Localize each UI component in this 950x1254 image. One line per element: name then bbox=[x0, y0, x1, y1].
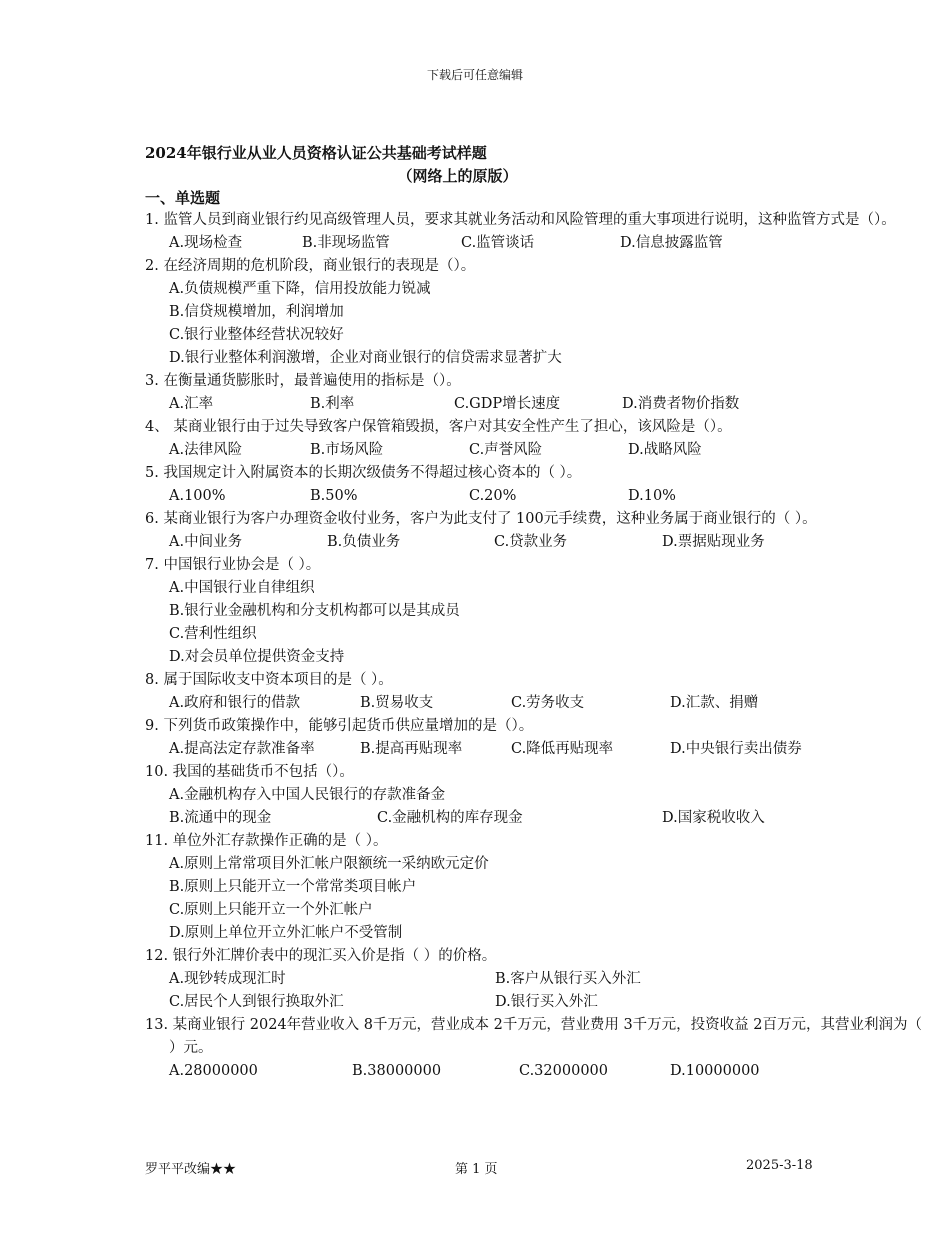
option: A.现场检查 bbox=[169, 235, 243, 251]
question-text: 5. 我国规定计入附属资本的长期次级债务不得超过核心资本的（ ）。 bbox=[145, 465, 582, 481]
option: B.38000000 bbox=[352, 1063, 442, 1079]
option: B.50% bbox=[310, 488, 358, 504]
question-text: 13. 某商业银行 2024年营业收入 8千万元，营业成本 2千万元，营业费用 3千万元，投资收益 2百万元，其营业利润为（ ）元。 bbox=[145, 1017, 923, 1056]
question-item bbox=[145, 462, 925, 508]
option: B.原则上只能开立一个常常类项目帐户 bbox=[169, 879, 417, 895]
option: B.提高再贴现率 bbox=[360, 741, 463, 757]
option: B.信贷规模增加，利润增加 bbox=[169, 304, 344, 320]
option: D.信息披露监管 bbox=[620, 235, 723, 251]
option-grid bbox=[145, 968, 925, 1014]
option-row bbox=[145, 485, 925, 508]
question-item bbox=[145, 761, 925, 830]
option-list bbox=[145, 784, 925, 830]
option: B.银行业金融机构和分支机构都可以是其成员 bbox=[169, 603, 460, 619]
option: A.提高法定存款准备率 bbox=[169, 741, 315, 757]
question-text: 3. 在衡量通货膨胀时，最普遍使用的指标是（）。 bbox=[145, 373, 461, 389]
option: B.贸易收支 bbox=[360, 695, 434, 711]
option: D.中央银行卖出债券 bbox=[670, 741, 802, 757]
question-text: 4、 某商业银行由于过失导致客户保管箱毁损，客户对其安全性产生了担心，该风险是（）。 bbox=[145, 419, 732, 435]
option: A.100% bbox=[169, 488, 226, 504]
question-item bbox=[145, 370, 925, 416]
option: C.20% bbox=[469, 488, 517, 504]
question-item bbox=[145, 715, 925, 761]
question-text: 8. 属于国际收支中资本项目的是（ ）。 bbox=[145, 672, 393, 688]
footer-page-number: 第 1 页 bbox=[455, 1162, 498, 1177]
option: A.金融机构存入中国人民银行的存款准备金 bbox=[169, 787, 446, 803]
question-item bbox=[145, 830, 925, 945]
question-text: 10. 我国的基础货币不包括（）。 bbox=[145, 764, 354, 780]
option-row bbox=[145, 692, 925, 715]
question-text: 12. 银行外汇牌价表中的现汇买入价是指（ ）的价格。 bbox=[145, 948, 497, 964]
option: A.负债规模严重下降，信用投放能力锐减 bbox=[169, 281, 431, 297]
question-item bbox=[145, 945, 925, 1014]
option: A.汇率 bbox=[169, 396, 214, 412]
option: D.银行买入外汇 bbox=[495, 994, 598, 1010]
option: D.10000000 bbox=[670, 1063, 760, 1079]
option: B.非现场监管 bbox=[302, 235, 390, 251]
section-heading: 一、单选题 bbox=[145, 189, 221, 207]
option: D.消费者物价指数 bbox=[622, 396, 740, 412]
option-list bbox=[145, 278, 925, 370]
question-item bbox=[145, 416, 925, 462]
question-text: 11. 单位外汇存款操作正确的是（ ）。 bbox=[145, 833, 388, 849]
question-text: 9. 下列货币政策操作中，能够引起货币供应量增加的是（）。 bbox=[145, 718, 534, 734]
option: C.居民个人到银行换取外汇 bbox=[169, 994, 344, 1010]
question-text: 6. 某商业银行为客户办理资金收付业务，客户为此支付了 100元手续费，这种业务属于商业银行的（ ）。 bbox=[145, 511, 817, 527]
option-row bbox=[145, 1060, 925, 1083]
option-row bbox=[145, 531, 925, 554]
option: D.原则上单位开立外汇帐户不受管制 bbox=[169, 925, 403, 941]
option: B.客户从银行买入外汇 bbox=[495, 971, 641, 987]
option-row bbox=[145, 393, 925, 416]
option-list bbox=[145, 577, 925, 669]
option: D.战略风险 bbox=[628, 442, 702, 458]
option: C.原则上只能开立一个外汇帐户 bbox=[169, 902, 373, 918]
footer-editor: 罗平平改编★★ bbox=[145, 1162, 237, 1177]
option: C.劳务收支 bbox=[511, 695, 585, 711]
option: C.降低再贴现率 bbox=[511, 741, 614, 757]
option-list bbox=[145, 853, 925, 945]
option: A.中国银行业自律组织 bbox=[169, 580, 315, 596]
question-item bbox=[145, 255, 925, 370]
option: D.票据贴现业务 bbox=[662, 534, 765, 550]
option: A.中间业务 bbox=[169, 534, 243, 550]
option: C.监管谈话 bbox=[461, 235, 535, 251]
question-text: 7. 中国银行业协会是（ ）。 bbox=[145, 557, 321, 573]
option: C.银行业整体经营状况较好 bbox=[169, 327, 344, 343]
option-row bbox=[145, 738, 925, 761]
option: A.28000000 bbox=[169, 1063, 258, 1079]
header-note: 下载后可任意编辑 bbox=[426, 68, 523, 82]
option: C.32000000 bbox=[519, 1063, 608, 1079]
option: A.现钞转成现汇时 bbox=[169, 971, 286, 987]
document-subtitle: （网络上的原版） bbox=[397, 167, 518, 185]
option-row bbox=[145, 439, 925, 462]
option: B.负债业务 bbox=[327, 534, 401, 550]
question-text: 1. 监管人员到商业银行约见高级管理人员，要求其就业务活动和风险管理的重大事项进行说明，这种监管方式是（）。 bbox=[145, 212, 896, 228]
option: B.市场风险 bbox=[310, 442, 384, 458]
option: B.流通中的现金 bbox=[169, 810, 272, 826]
option: A.法律风险 bbox=[169, 442, 243, 458]
option: C.贷款业务 bbox=[494, 534, 568, 550]
option: D.国家税收收入 bbox=[662, 810, 765, 826]
option: C.GDP增长速度 bbox=[454, 396, 561, 412]
option: A.原则上常常项目外汇帐户限额统一采纳欧元定价 bbox=[169, 856, 489, 872]
option: D.汇款、捐赠 bbox=[670, 695, 759, 711]
footer-date: 2025-3-18 bbox=[746, 1158, 813, 1173]
option: C.金融机构的库存现金 bbox=[377, 810, 523, 826]
option: C.声誉风险 bbox=[469, 442, 543, 458]
option: C.营利性组织 bbox=[169, 626, 257, 642]
option: D.10% bbox=[628, 488, 676, 504]
question-item bbox=[145, 669, 925, 715]
question-item bbox=[145, 554, 925, 669]
question-item bbox=[145, 1014, 925, 1083]
question-text: 2. 在经济周期的危机阶段，商业银行的表现是（）。 bbox=[145, 258, 476, 274]
question-item bbox=[145, 209, 925, 255]
question-item bbox=[145, 508, 925, 554]
option: A.政府和银行的借款 bbox=[169, 695, 301, 711]
option: B.利率 bbox=[310, 396, 355, 412]
option: D.银行业整体利润激增，企业对商业银行的信贷需求显著扩大 bbox=[169, 350, 562, 366]
option: D.对会员单位提供资金支持 bbox=[169, 649, 345, 665]
question-list bbox=[145, 209, 925, 1083]
document-title: 2024年银行业从业人员资格认证公共基础考试样题 bbox=[145, 144, 487, 162]
option-row bbox=[145, 232, 925, 255]
